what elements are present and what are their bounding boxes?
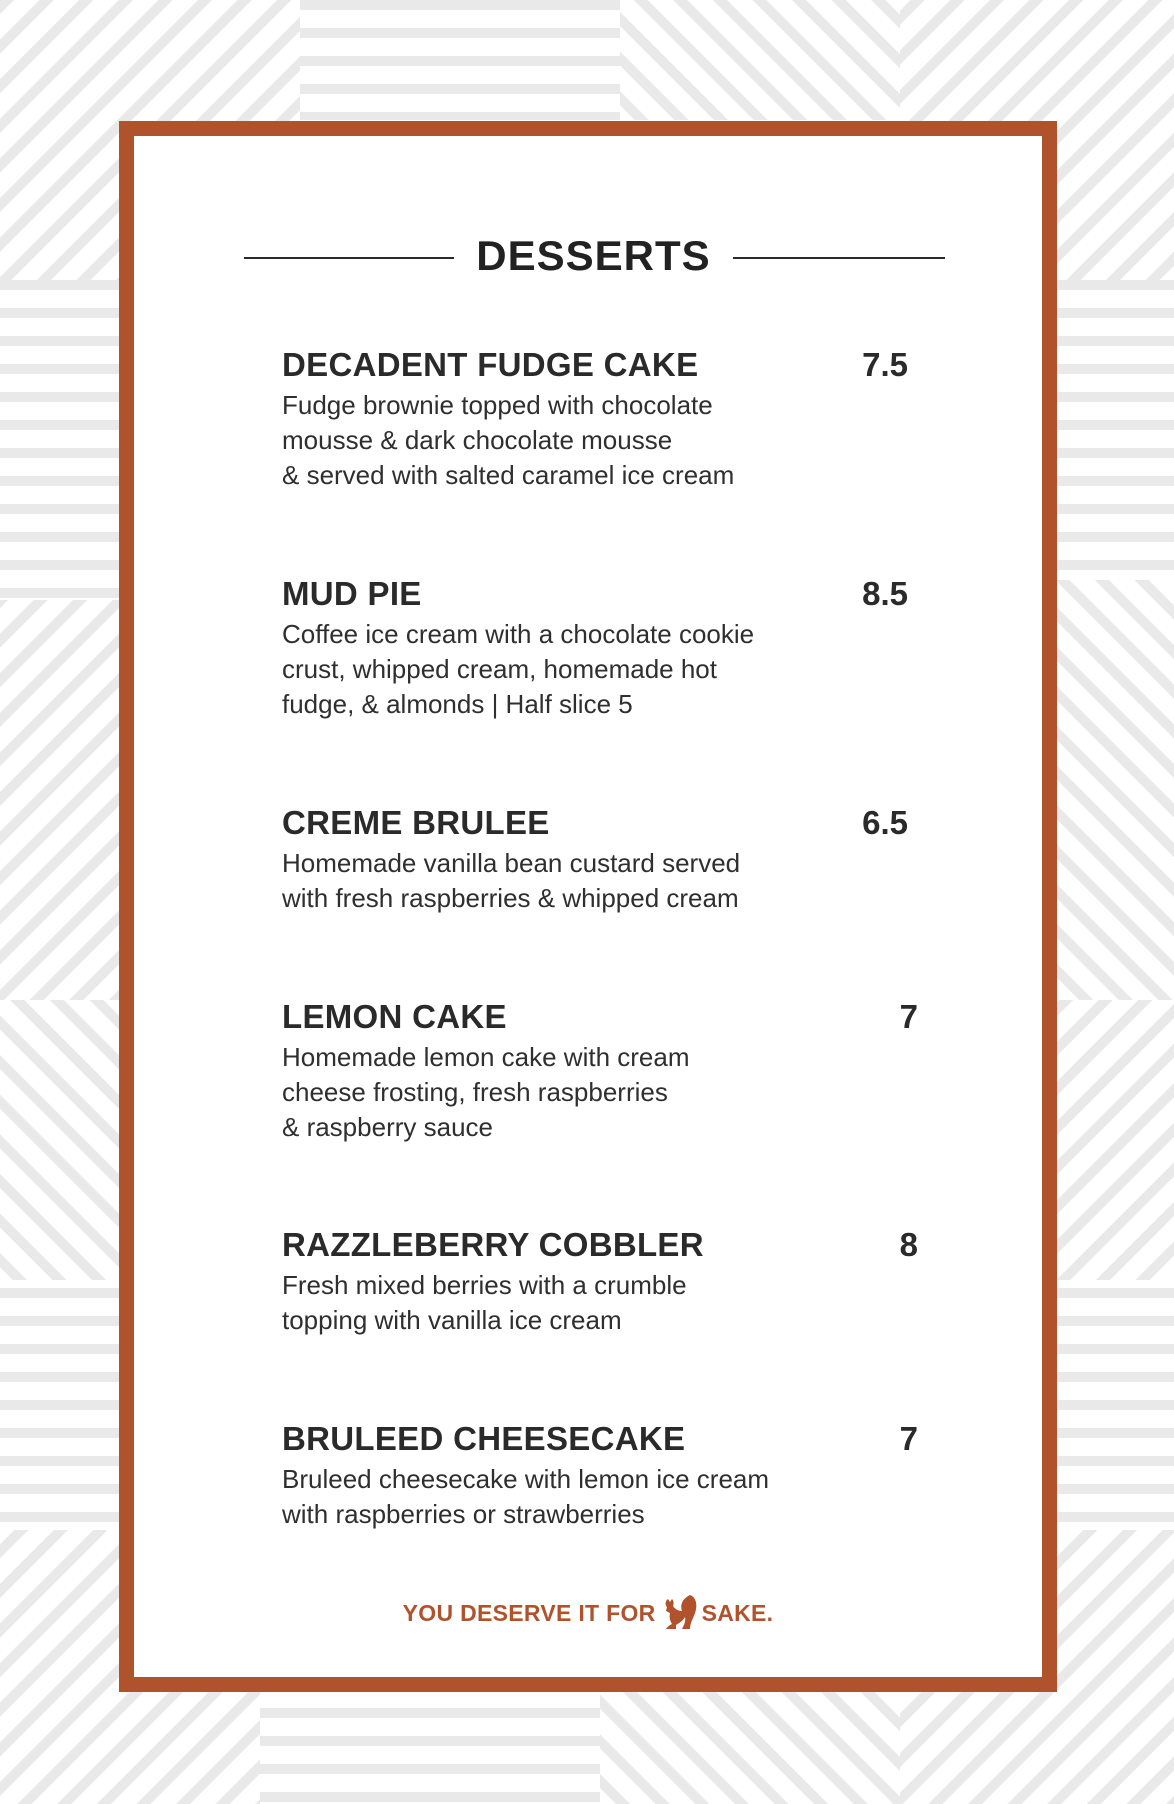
item-description-line: Fudge brownie topped with chocolate xyxy=(282,390,713,420)
tagline-text-start: YOU DESERVE IT FOR xyxy=(402,1600,656,1626)
item-description-line: cheese frosting, fresh raspberries xyxy=(282,1077,668,1107)
item-name: CREME BRULEE xyxy=(282,804,550,841)
tagline-text-end: SAKE. xyxy=(701,1600,774,1626)
item-name: MUD PIE xyxy=(282,575,422,612)
item-name: DECADENT FUDGE CAKE xyxy=(282,346,699,383)
header-rule-left xyxy=(244,257,454,259)
item-description xyxy=(282,617,882,722)
item-description-line: & served with salted caramel ice cream xyxy=(282,460,735,490)
item-description-line: Bruleed cheesecake with lemon ice cream xyxy=(282,1464,770,1494)
item-description-line: Coffee ice cream with a chocolate cookie xyxy=(282,619,755,649)
item-description-line: crust, whipped cream, homemade hot xyxy=(282,654,717,684)
item-description-line: Homemade vanilla bean custard served xyxy=(282,848,741,878)
item-name: RAZZLEBERRY COBBLER xyxy=(282,1226,704,1263)
item-price: 7 xyxy=(899,998,918,1035)
item-description xyxy=(282,1462,882,1532)
item-description-line: topping with vanilla ice cream xyxy=(282,1305,622,1335)
menu-header xyxy=(134,226,1042,286)
squirrel-icon xyxy=(660,1591,698,1631)
item-description xyxy=(282,1040,882,1145)
item-description-line: & raspberry sauce xyxy=(282,1112,493,1142)
tagline xyxy=(134,1593,1042,1633)
item-description-line: with raspberries or strawberries xyxy=(282,1499,645,1529)
item-description-line: mousse & dark chocolate mousse xyxy=(282,425,673,455)
item-description xyxy=(282,1268,882,1338)
item-price: 6.5 xyxy=(862,804,908,841)
item-description xyxy=(282,388,882,493)
item-price: 8.5 xyxy=(862,575,908,612)
item-description-line: with fresh raspberries & whipped cream xyxy=(282,883,739,913)
item-name: BRULEED CHEESECAKE xyxy=(282,1420,686,1457)
item-price: 8 xyxy=(899,1226,918,1263)
menu-card xyxy=(119,121,1057,1692)
item-name: LEMON CAKE xyxy=(282,998,507,1035)
item-price: 7 xyxy=(899,1420,918,1457)
item-description-line: Homemade lemon cake with cream xyxy=(282,1042,690,1072)
item-description xyxy=(282,846,882,916)
menu-title: DESSERTS xyxy=(476,232,711,279)
item-description-line: fudge, & almonds | Half slice 5 xyxy=(282,689,633,719)
item-price: 7.5 xyxy=(862,346,908,383)
header-rule-right xyxy=(733,257,945,259)
item-description-line: Fresh mixed berries with a crumble xyxy=(282,1270,687,1300)
